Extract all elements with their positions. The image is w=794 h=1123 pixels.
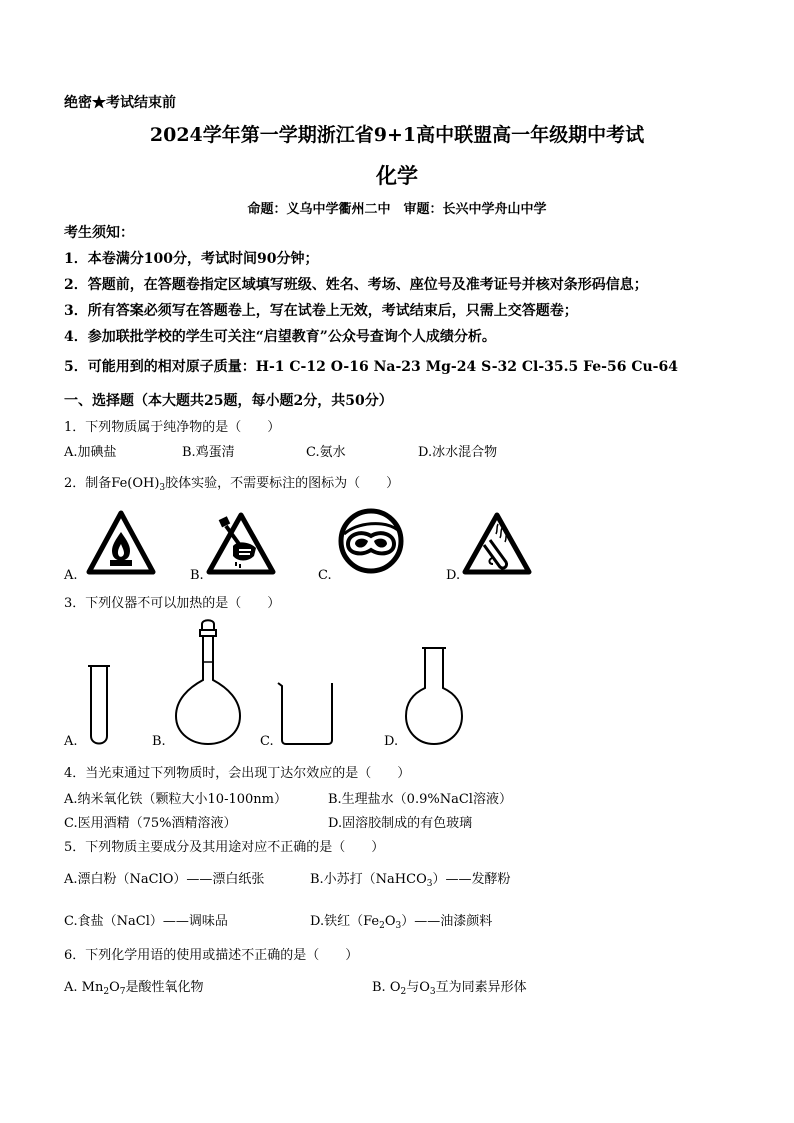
volumetric-flask-icon: [172, 620, 244, 748]
round-bottom-flask-icon: [404, 646, 464, 746]
notice-heading: 考生须知：: [64, 225, 134, 241]
q4-option-d: D.固溶胶制成的有色玻璃: [328, 816, 473, 831]
hand-wash-icon: [206, 512, 276, 576]
q2-option-a: A.: [64, 568, 78, 583]
exam-title: 2024学年第一学期浙江省9+1高中联盟高一年级期中考试: [149, 124, 645, 146]
q1-option-b: B.鸡蛋清: [182, 445, 235, 460]
notice-item: 4．参加联批学校的学生可关注“启望教育”公众号查询个人成绩分析。: [64, 329, 496, 345]
q3-option-b: B.: [152, 734, 166, 749]
subject-title: 化学: [376, 163, 418, 188]
section-heading: 一、选择题（本大题共25题，每小题2分，共50分）: [64, 393, 393, 409]
q1-option-c: C.氨水: [306, 445, 346, 460]
q2-option-d: D.: [446, 568, 461, 583]
q6-option-a: A. $Mn_2O_7$是酸性氧化物: [64, 980, 204, 997]
q5-option-a: A.漂白粉（NaClO）——漂白纸张: [64, 872, 265, 887]
q5-option-c: C.食盐（NaCl）——调味品: [64, 914, 228, 929]
q4-stem: 4．当光束通过下列物质时，会出现丁达尔效应的是（ ）: [64, 766, 411, 781]
q5-option-d: D.铁红$(Fe_2O_3)——$油漆颜料: [310, 914, 493, 931]
flame-warning-icon: [86, 510, 156, 576]
q6-stem: 6．下列化学用语的使用或描述不正确的是（ ）: [64, 948, 359, 963]
test-tube-icon: [86, 664, 112, 746]
beaker-icon: [276, 680, 338, 746]
q4-option-a: A.纳米氧化铁（颗粒大小10-100nm）: [64, 792, 287, 807]
q2-stem: 2．制备$Fe(OH)_3$胶体实验，不需要标注的图标为（ ）: [64, 476, 400, 493]
goggles-icon: [334, 508, 408, 574]
q3-option-d: D.: [384, 734, 399, 749]
q3-stem: 3．下列仪器不可以加热的是（ ）: [64, 596, 281, 611]
heating-test-tube-icon: [462, 512, 532, 576]
q2-option-b: B.: [190, 568, 204, 583]
notice-item: 3．所有答案必须写在答题卷上，写在试卷上无效，考试结束后，只需上交答题卷；: [64, 303, 578, 319]
q1-option-a: A.加碘盐: [64, 445, 117, 460]
notice-item: 1．本卷满分100分，考试时间90分钟；: [64, 251, 319, 267]
q5-option-b: B.小苏打（NaHCO$_3$）——发酵粉: [310, 872, 511, 889]
q1-option-d: D.冰水混合物: [418, 445, 498, 460]
q4-option-b: B.生理盐水（0.9%NaCl溶液）: [328, 792, 512, 807]
q3-option-a: A.: [64, 734, 78, 749]
q5-stem: 5．下列物质主要成分及其用途对应不正确的是（ ）: [64, 840, 385, 855]
authors-line: 命题：义乌中学衢州二中 审题：长兴中学舟山中学: [247, 202, 547, 217]
q3-option-c: C.: [260, 734, 274, 749]
q2-option-c: C.: [318, 568, 332, 583]
notice-item: 2．答题前，在答题卷指定区域填写班级、姓名、考场、座位号及准考证号并核对条形码信息；: [64, 277, 648, 293]
q6-option-b: B. $O_2$与$O_3$互为同素异形体: [372, 980, 527, 997]
q4-option-c: C.医用酒精（75%酒精溶液）: [64, 816, 237, 831]
notice-item: 5．可能用到的相对原子质量：H-1 C-12 O-16 Na-23 Mg-24 S-32 Cl-35.5 Fe-56 Cu-64: [64, 359, 678, 375]
q1-stem: 1．下列物质属于纯净物的是（ ）: [64, 420, 281, 435]
secret-label: 绝密★考试结束前: [64, 95, 176, 111]
